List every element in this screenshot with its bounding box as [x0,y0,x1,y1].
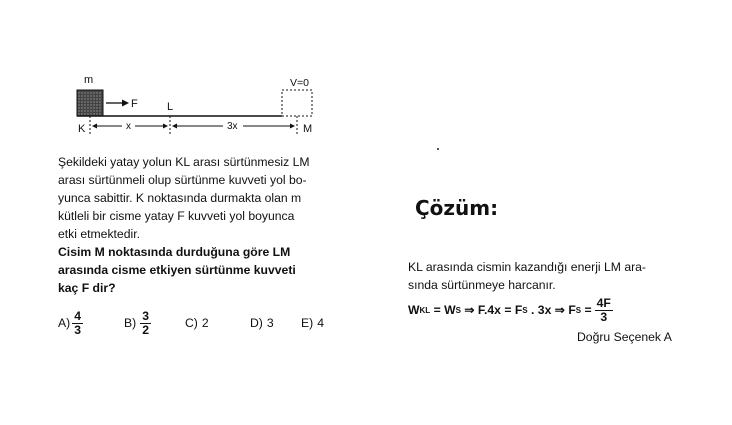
solution-text [408,258,693,294]
question-text [58,153,338,243]
option-value: 3 [266,316,274,330]
fraction-numerator: 3 [142,308,149,323]
question-prompt-line: arasında cisme etkiyen sürtünme kuvveti [58,263,296,277]
option-letter: E) [301,316,314,330]
formula-mid2: . 3x ⇒ F [527,303,576,317]
option-a[interactable] [58,305,83,341]
question-line: kütleli bir cisme yatay F kuvveti yol boyunca [58,209,295,223]
solution-formula [408,295,708,325]
force-arrow-head [122,100,129,107]
fraction-numerator: 4F [596,295,611,310]
final-block-outline [282,90,312,116]
option-value: 4 [317,316,324,330]
solution-line: KL arasında cismin kazandığı enerji LM ara- [408,260,646,274]
option-letter: C) [185,316,198,330]
formula-mid: ⇒ F.4x = F [460,303,523,317]
correct-answer: Doğru Seçenek A [577,330,672,344]
formula-sub-s2: S [522,305,528,315]
formula-fraction [595,297,613,324]
dim-3x-right-head [290,124,295,129]
formula-sub-s3: S [575,305,582,315]
question-line: Şekildeki yatay yolun KL arası sürtünmesiz LM [58,155,310,169]
option-fraction [72,310,83,337]
option-fraction [140,310,151,337]
question-line: etki etmektedir. [58,227,140,241]
velocity-label: V=0 [290,77,309,89]
fraction-numerator: 4 [74,308,81,323]
dim-3x-label: 3x [227,121,238,132]
solution-title: Çözüm: [415,196,499,220]
mass-block [77,90,103,116]
stray-dot [437,148,439,150]
question-line: arası sürtünmeli olup sürtünme kuvveti yol bo- [58,173,307,187]
question-prompt-line: kaç F dir? [58,281,116,295]
question-line: yunca sabittir. K noktasında durmakta olan m [58,191,302,205]
fraction-denominator: 3 [600,309,608,324]
question-prompt [58,243,338,297]
dim-x-left-head [92,124,97,129]
fraction-denominator: 2 [142,322,149,337]
option-letter: B) [124,316,137,330]
point-m-label: M [303,123,313,135]
dim-x-label: x [126,121,131,132]
formula-eq2: = [581,303,592,317]
option-letter: A) [58,316,71,330]
point-l-label: L [167,101,174,113]
option-b[interactable] [124,305,151,341]
dim-3x-left-head [172,124,177,129]
physics-diagram [60,68,350,148]
option-c[interactable] [185,305,209,341]
diagram-svg [60,68,350,148]
mass-label: m [84,74,94,86]
dim-x-right-head [163,124,168,129]
formula-sub-s: S [455,305,461,315]
question-prompt-line: Cisim M noktasında durduğuna göre LM [58,245,291,259]
answer-options [58,305,358,341]
formula-w: W [408,303,420,317]
formula-sub-kl: KL [419,305,431,315]
option-value: 2 [201,316,209,330]
option-d[interactable] [250,305,274,341]
formula-eq1: = W [430,303,456,317]
force-label: F [131,98,138,110]
option-letter: D) [250,316,263,330]
solution-line: sında sürtünmeye harcanır. [408,278,556,292]
point-k-label: K [78,123,86,135]
fraction-denominator: 3 [74,322,81,337]
option-e[interactable] [301,305,324,341]
